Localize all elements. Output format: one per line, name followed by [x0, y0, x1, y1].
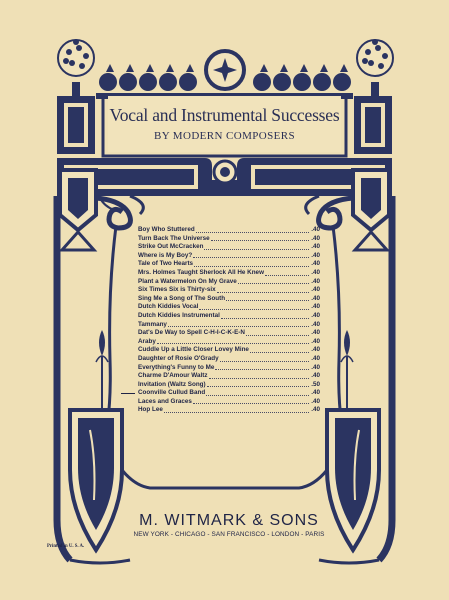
- list-item: [138, 226, 320, 235]
- song-title: Tale of Two Hearts: [138, 260, 194, 268]
- list-item: [138, 252, 320, 261]
- song-title: Strike Out McCracken: [138, 243, 204, 251]
- song-price: .40: [311, 260, 320, 268]
- song-price: .40: [311, 294, 320, 302]
- dot-leader: [238, 283, 309, 284]
- song-title: Coonville Cullud Band: [138, 389, 206, 397]
- list-item: [138, 278, 320, 287]
- left-tulip: [96, 330, 108, 410]
- song-title: Six Times Six is Thirty-six: [138, 286, 216, 294]
- dot-leader: [204, 249, 309, 250]
- song-title: Araby: [138, 337, 156, 345]
- song-price: .40: [311, 303, 320, 311]
- song-price: .40: [311, 234, 320, 242]
- song-price: .40: [311, 226, 320, 233]
- song-price: .40: [311, 363, 320, 371]
- song-title: Dutch Kiddies Instrumental: [138, 311, 220, 319]
- list-item: [138, 312, 320, 321]
- song-title: Boy Who Stuttered: [138, 226, 195, 233]
- song-title: Mrs. Holmes Taught Sherlock All He Knew: [138, 268, 264, 276]
- left-fruit-row: [99, 64, 197, 91]
- song-price: .40: [311, 354, 320, 362]
- song-title: Sing Me a Song of The South: [138, 294, 226, 302]
- song-title: Dutch Kiddies Vocal: [138, 303, 199, 311]
- list-item: [138, 406, 320, 415]
- list-item: [138, 260, 320, 269]
- dot-leader: [193, 257, 309, 258]
- list-item: [138, 303, 320, 312]
- dot-leader: [209, 378, 310, 379]
- dot-leader: [250, 352, 309, 353]
- dot-leader: [217, 292, 309, 293]
- dot-leader: [265, 275, 309, 276]
- dot-leader: [194, 266, 309, 267]
- song-title: Daughter of Rosie O'Grady: [138, 354, 219, 362]
- publisher-block: [129, 512, 329, 538]
- dot-leader: [215, 369, 309, 370]
- dot-leader: [199, 309, 309, 310]
- list-item: [138, 235, 320, 244]
- list-item: [138, 243, 320, 252]
- song-price: .40: [311, 268, 320, 276]
- dot-leader: [157, 343, 309, 344]
- song-title: Dat's De Way to Spell C-H-I-C-K-E-N: [138, 329, 245, 337]
- page-title: Vocal and Instrumental Successes: [109, 105, 340, 125]
- right-tulip: [341, 330, 353, 410]
- song-price: .40: [311, 406, 320, 414]
- dot-leader: [226, 300, 309, 301]
- list-item: [138, 269, 320, 278]
- song-price: .40: [311, 337, 320, 345]
- song-price: .40: [311, 286, 320, 294]
- dot-leader: [211, 240, 309, 241]
- song-title: Invitation (Waltz Song): [138, 380, 206, 388]
- song-price: .40: [311, 389, 320, 397]
- song-title: Laces and Graces: [138, 397, 192, 405]
- song-price: .40: [311, 243, 320, 251]
- song-title: Hop Lee: [138, 406, 163, 414]
- dot-leader: [207, 386, 309, 387]
- list-item: [138, 398, 320, 407]
- left-tree-ornament: [58, 39, 94, 96]
- list-item: [138, 355, 320, 364]
- dot-leader: [206, 395, 309, 396]
- song-title: Charme D'Amour Waltz: [138, 372, 208, 380]
- list-item: [138, 381, 320, 390]
- list-item: [138, 321, 320, 330]
- page-subtitle: BY MODERN COMPOSERS: [153, 130, 296, 142]
- publisher-name: M. WITMARK & SONS: [139, 512, 319, 529]
- dot-leader: [220, 361, 309, 362]
- song-title: Turn Back The Universe: [138, 234, 210, 242]
- song-price: .40: [311, 277, 320, 285]
- dot-leader: [193, 403, 309, 404]
- dot-leader: [168, 326, 309, 327]
- song-price: .40: [311, 251, 320, 259]
- list-item: [138, 364, 320, 373]
- song-price: .40: [311, 397, 320, 405]
- song-price: .40: [311, 320, 320, 328]
- dot-leader: [246, 335, 309, 336]
- right-fruit-row: [253, 64, 351, 91]
- right-tree-ornament: [357, 39, 393, 96]
- pointer-mark: [121, 393, 135, 394]
- dot-leader: [196, 232, 309, 233]
- song-title: Tammany: [138, 320, 167, 328]
- song-price: .50: [311, 380, 320, 388]
- song-title: Cuddle Up a Little Closer Lovey Mine: [138, 346, 249, 354]
- song-list: [138, 226, 320, 415]
- list-item: [138, 329, 320, 338]
- song-price: .40: [311, 329, 320, 337]
- list-item: [138, 295, 320, 304]
- list-item: [138, 372, 320, 381]
- dot-leader: [221, 318, 309, 319]
- song-title: Where is My Boy?: [138, 251, 193, 259]
- dot-leader: [164, 412, 309, 413]
- song-price: .40: [311, 311, 320, 319]
- title-panel: [108, 96, 341, 152]
- song-price: .40: [311, 346, 320, 354]
- list-item: [138, 389, 320, 398]
- song-title: Plant a Watermelon On My Grave: [138, 277, 237, 285]
- printed-note: Printed in U. S. A.: [47, 544, 85, 549]
- list-item: [138, 286, 320, 295]
- song-title: Everything's Funny to Me: [138, 363, 215, 371]
- publisher-cities: NEW YORK - CHICAGO - SAN FRANCISCO - LONDON - PARIS: [133, 531, 325, 538]
- central-medallion: [206, 51, 244, 89]
- list-item: [138, 338, 320, 347]
- song-price: .40: [311, 372, 320, 380]
- list-item: [138, 346, 320, 355]
